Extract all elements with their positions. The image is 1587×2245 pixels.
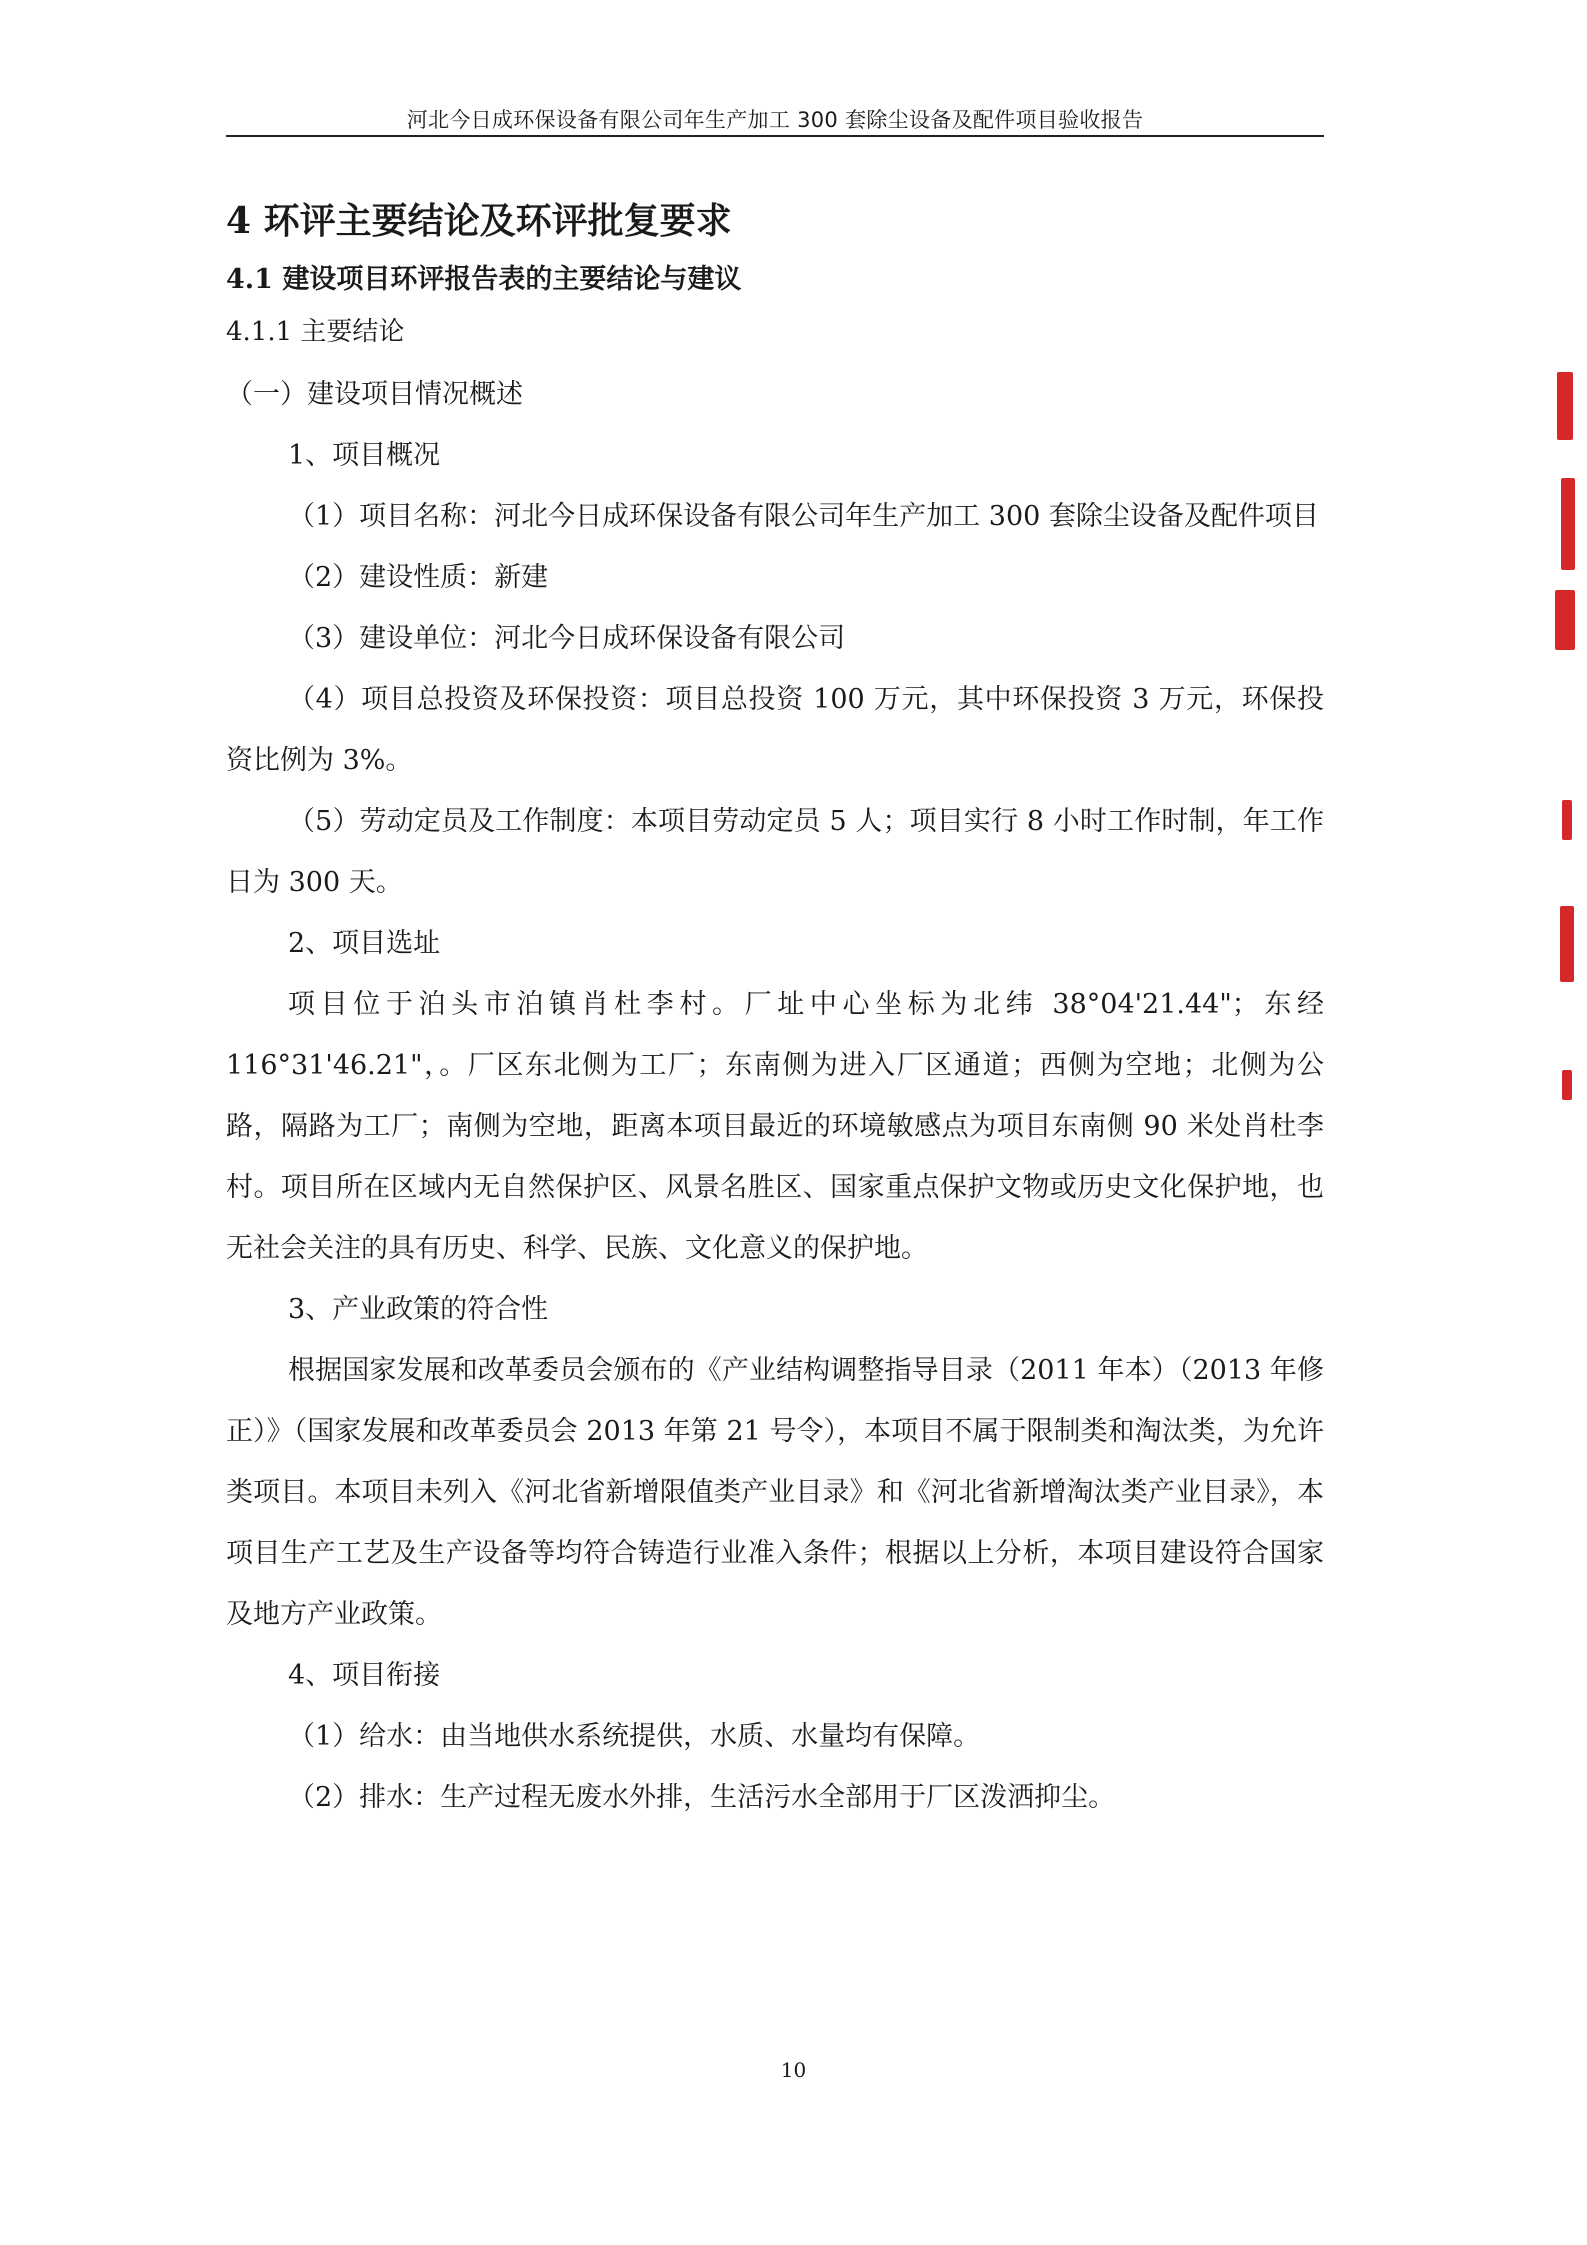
stamp-fragment bbox=[1557, 372, 1573, 440]
stamp-fragment bbox=[1562, 800, 1572, 840]
item-title-site-selection: 2、项目选址 bbox=[288, 928, 441, 959]
staffing-line: （5）劳动定员及工作制度：本项目劳动定员 5 人；项目实行 8 小时工作时制，年工作日为 300 天。 bbox=[226, 806, 1324, 898]
construction-unit-line: （3）建设单位：河北今日成环保设备有限公司 bbox=[288, 623, 846, 654]
stamp-fragment bbox=[1562, 1070, 1572, 1100]
site-selection-paragraph: 项目位于泊头市泊镇肖杜李村。厂址中心坐标为北纬 38°04'21.44"；东经 116°31'46.21"，。厂区东北侧为工厂；东南侧为进入厂区通道；西侧为空地；北侧为公路，隔路为工厂；南侧为空地，距离本项目最近的环境敏感点为项目东南侧 90 米处肖杜李村。项目所在区域内无自然保护区、风景名胜区、国家重点保护文物或历史文化保护地，也无社会关注的具有历史、科学、民族、文化意义的保护地。 bbox=[226, 989, 1324, 1264]
stamp-fragment bbox=[1560, 906, 1574, 982]
item-title-industry-policy: 3、产业政策的符合性 bbox=[288, 1294, 549, 1325]
project-name-line: （1）项目名称：河北今日成环保设备有限公司年生产加工 300 套除尘设备及配件项目 bbox=[288, 501, 1319, 532]
stamp-fragment bbox=[1555, 590, 1575, 650]
section-heading-level2: 4.1 建设项目环评报告表的主要结论与建议 bbox=[226, 264, 742, 295]
stamp-fragment bbox=[1561, 478, 1575, 570]
subsection-title: （一）建设项目情况概述 bbox=[226, 379, 523, 410]
running-header: 河北今日成环保设备有限公司年生产加工 300 套除尘设备及配件项目验收报告 bbox=[406, 108, 1144, 132]
industry-policy-paragraph: 根据国家发展和改革委员会颁布的《产业结构调整指导目录（2011 年本）（2013 年修正）》（国家发展和改革委员会 2013 年第 21 号令），本项目不属于限制类和淘汰类，为允许类项目。本项目未列入《河北省新增限值类产业目录》和《河北省新增淘汰类产业目录》，本项目生产工艺及生产设备等均符合铸造行业准入条件；根据以上分析，本项目建设符合国家及地方产业政策。 bbox=[226, 1355, 1324, 1630]
section-heading-level3: 4.1.1 主要结论 bbox=[226, 317, 405, 347]
item-title-project-overview: 1、项目概况 bbox=[288, 440, 441, 471]
water-supply-line: （1）给水：由当地供水系统提供，水质、水量均有保障。 bbox=[288, 1721, 981, 1752]
section-heading-level1: 4 环评主要结论及环评批复要求 bbox=[226, 200, 732, 242]
drainage-line: （2）排水：生产过程无废水外排，生活污水全部用于厂区泼洒抑尘。 bbox=[288, 1782, 1116, 1813]
investment-line: （4）项目总投资及环保投资：项目总投资 100 万元，其中环保投资 3 万元，环保投资比例为 3%。 bbox=[226, 684, 1324, 776]
page-content bbox=[226, 196, 1324, 1828]
construction-nature-line: （2）建设性质：新建 bbox=[288, 562, 549, 593]
page-number: 10 bbox=[780, 2058, 807, 2082]
header-rule bbox=[226, 135, 1324, 137]
item-title-project-connection: 4、项目衔接 bbox=[288, 1660, 441, 1691]
